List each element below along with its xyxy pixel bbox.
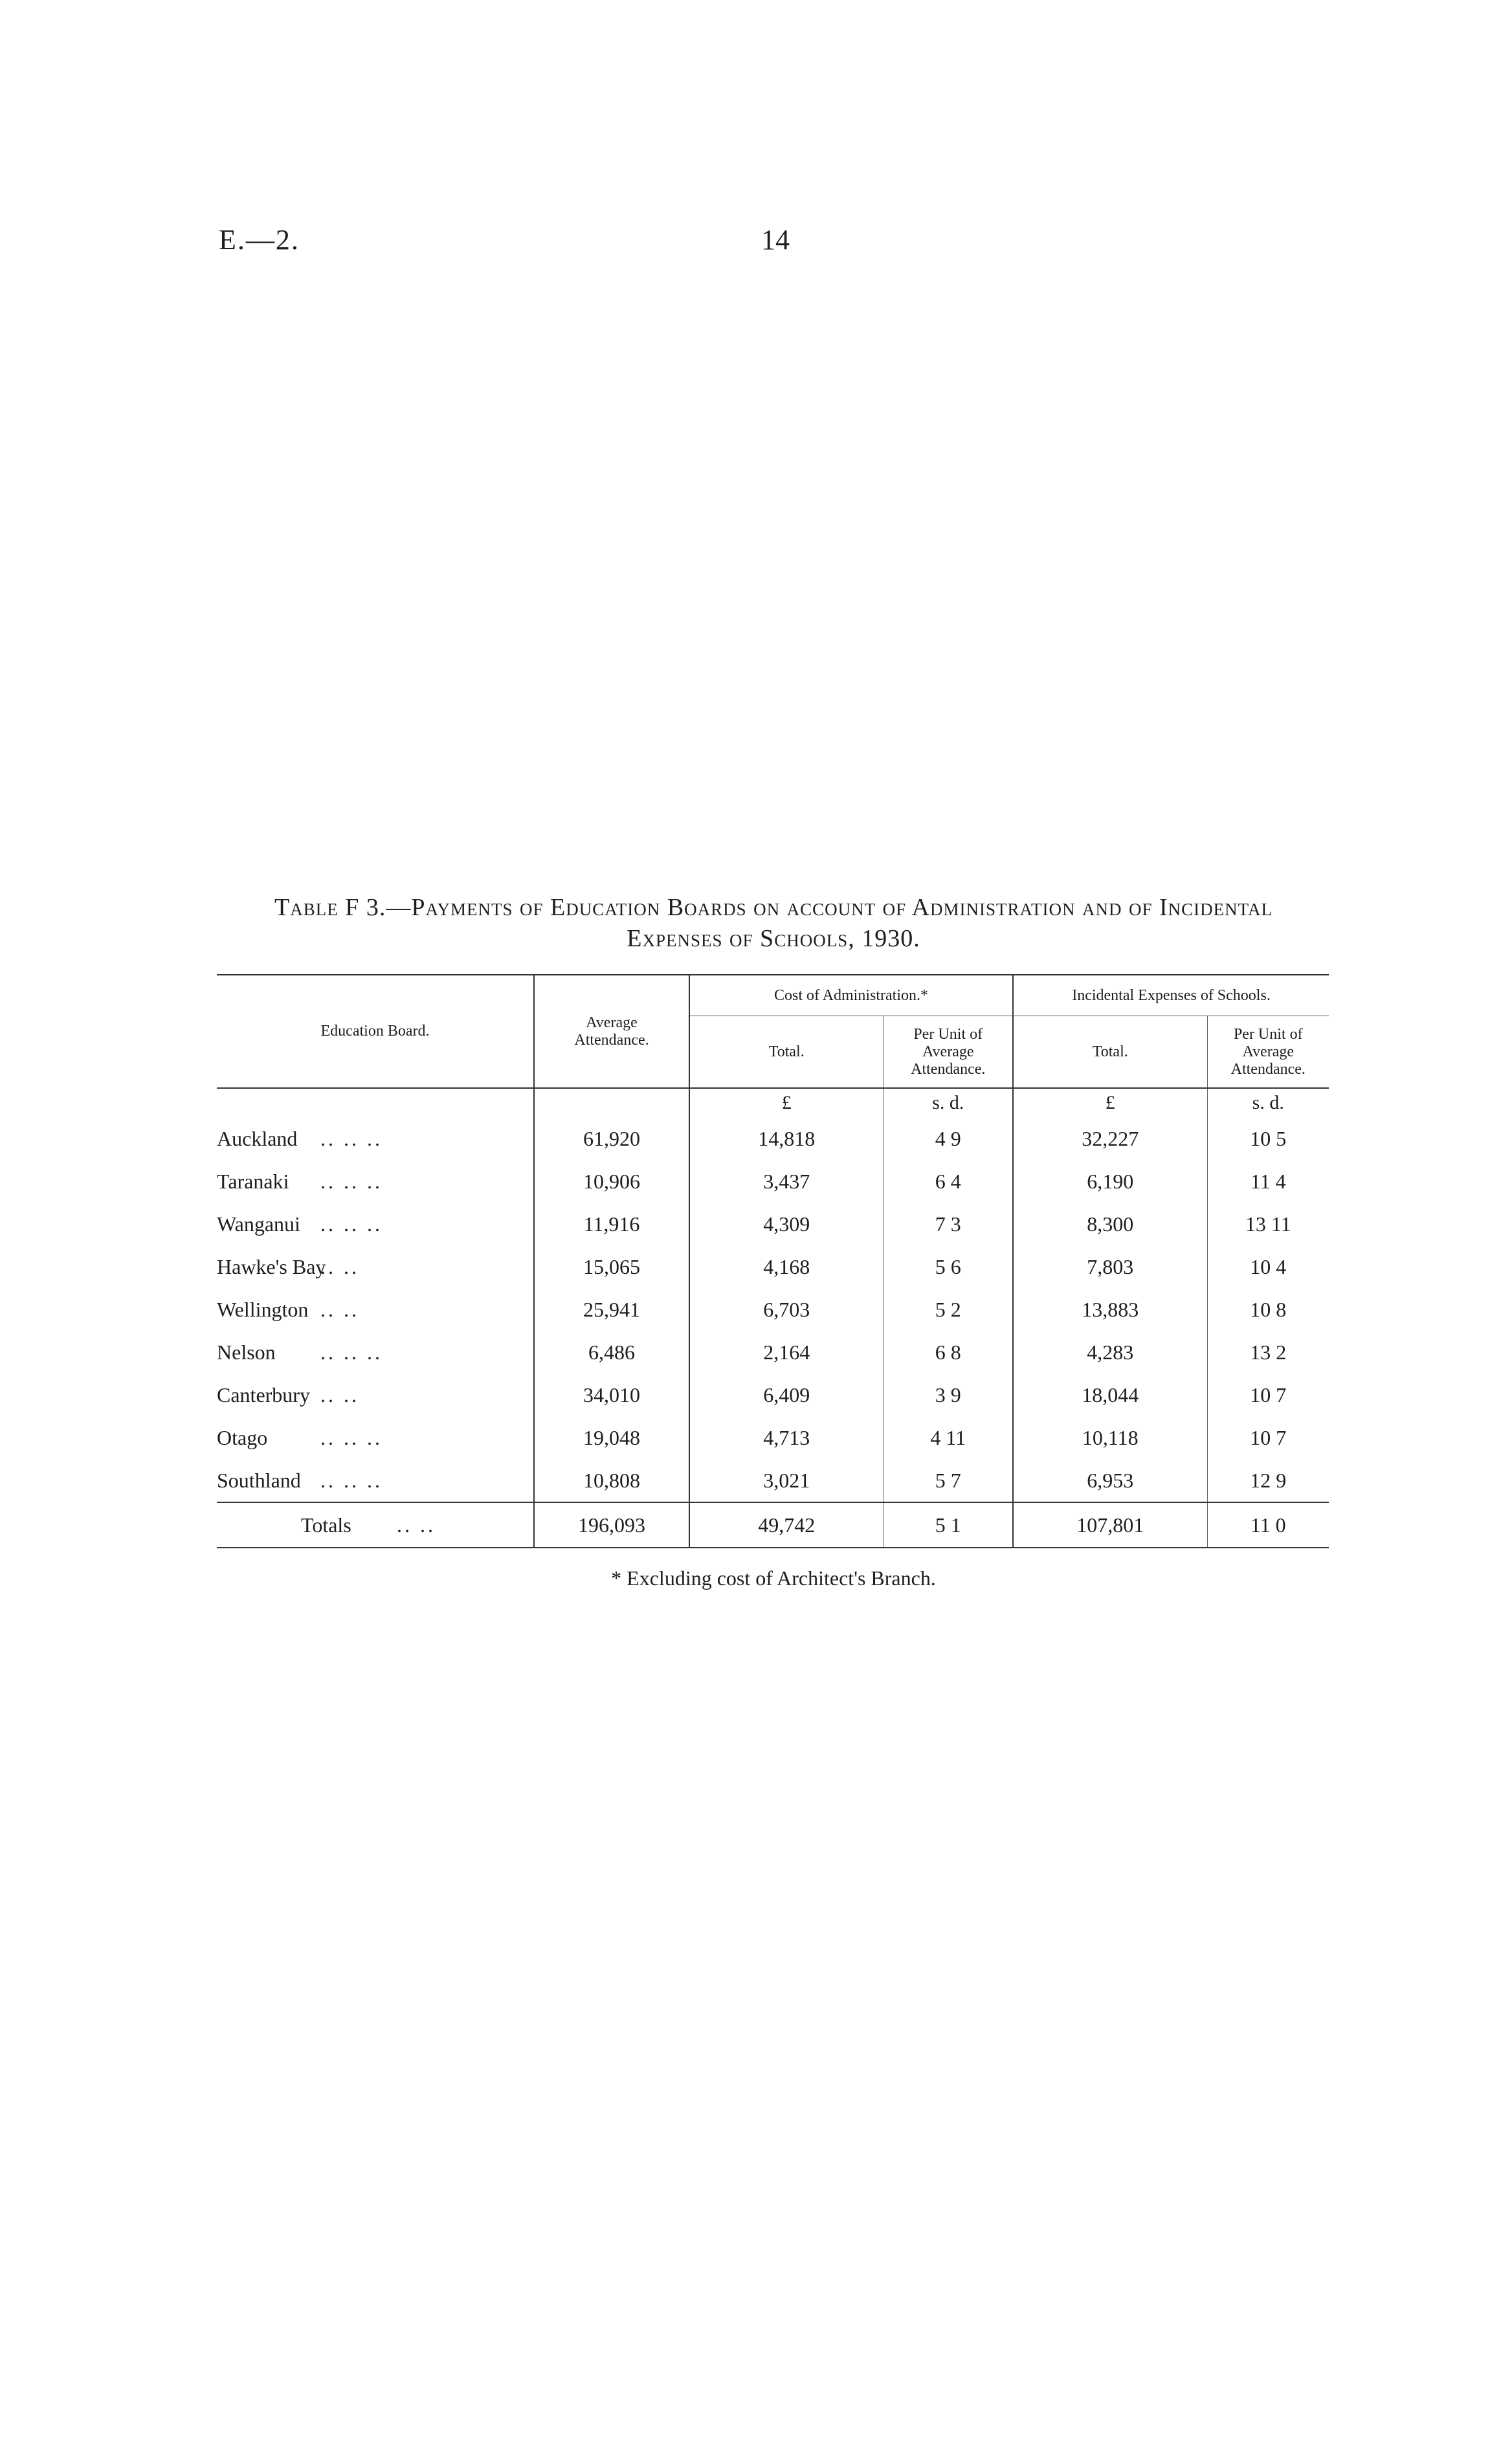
incidental-per-unit-cell-value: 12 9 [1250, 1468, 1287, 1492]
incidental-per-unit-cell-value: 11 4 [1250, 1169, 1286, 1193]
incidental-per-unit-cell [1207, 1416, 1329, 1459]
board-cell [217, 1245, 534, 1288]
table-title-line-1: Table F 3.—Payments of Education Boards on account of Administration and of Incidental [274, 894, 1273, 921]
incidental-per-unit-cell [1207, 1331, 1329, 1374]
leader-dots: .. .. .. [320, 1126, 383, 1150]
leader-dots: .. .. .. [320, 1340, 383, 1364]
table-row [217, 1160, 1329, 1203]
totals-attendance: 196,093 [534, 1502, 689, 1548]
admin-per-unit-cell [884, 1160, 1013, 1203]
incidental-total-cell: 4,283 [1013, 1331, 1207, 1374]
units-attendance-blank [534, 1088, 689, 1117]
column-header-admin-per-unit: Per Unit of Average Attendance. [884, 1016, 1013, 1089]
table-row [217, 1416, 1329, 1459]
totals-label: Totals [301, 1513, 351, 1537]
admin-total-cell: 3,437 [689, 1160, 884, 1203]
admin-per-unit-cell-value: 5 7 [935, 1468, 961, 1492]
attendance-cell: 10,808 [534, 1459, 689, 1502]
payments-table-container [217, 974, 1329, 1548]
board-name: Southland [217, 1468, 301, 1492]
admin-total-cell: 4,713 [689, 1416, 884, 1459]
table-row [217, 1331, 1329, 1374]
board-name: Otago [217, 1425, 268, 1449]
leader-dots: .. .. .. [320, 1425, 383, 1449]
incidental-total-cell: 8,300 [1013, 1203, 1207, 1245]
admin-total-cell: 6,409 [689, 1374, 884, 1416]
admin-per-unit-cell-value: 4 11 [930, 1425, 966, 1449]
admin-per-unit-cell-value: 4 9 [935, 1126, 961, 1150]
incidental-per-unit-cell [1207, 1245, 1329, 1288]
incidental-per-unit-cell [1207, 1288, 1329, 1331]
incidental-per-unit-cell [1207, 1160, 1329, 1203]
board-cell [217, 1160, 534, 1203]
board-cell [217, 1331, 534, 1374]
attendance-cell: 25,941 [534, 1288, 689, 1331]
admin-per-unit-cell [884, 1331, 1013, 1374]
table-row [217, 1117, 1329, 1160]
incidental-total-cell: 10,118 [1013, 1416, 1207, 1459]
units-board-blank [217, 1088, 534, 1117]
attendance-cell: 19,048 [534, 1416, 689, 1459]
footnote: * Excluding cost of Architect's Branch. [611, 1566, 936, 1590]
table-row [217, 1288, 1329, 1331]
admin-per-unit-cell [884, 1416, 1013, 1459]
admin-per-unit-cell [884, 1245, 1013, 1288]
attendance-cell: 6,486 [534, 1331, 689, 1374]
unit-shillings-pence-label: s. d. [932, 1092, 964, 1113]
admin-per-unit-cell [884, 1374, 1013, 1416]
admin-per-unit-cell-value: 5 2 [935, 1297, 961, 1321]
board-cell [217, 1288, 534, 1331]
admin-total-cell: 4,309 [689, 1203, 884, 1245]
incidental-total-cell: 7,803 [1013, 1245, 1207, 1288]
column-header-admin-total: Total. [689, 1016, 884, 1089]
incidental-per-unit-cell-value: 10 4 [1250, 1254, 1287, 1278]
board-name: Wellington [217, 1297, 309, 1321]
incidental-per-unit-cell [1207, 1374, 1329, 1416]
admin-per-unit-cell [884, 1288, 1013, 1331]
admin-per-unit-cell [884, 1459, 1013, 1502]
board-cell [217, 1203, 534, 1245]
totals-row [217, 1502, 1329, 1548]
totals-label-cell [217, 1502, 534, 1548]
totals-admin-per-unit-value: 5 1 [935, 1513, 961, 1537]
totals-incidental-total: 107,801 [1013, 1502, 1207, 1548]
column-header-incidental-total: Total. [1013, 1016, 1207, 1089]
leader-dots: .. .. [320, 1383, 359, 1407]
unit-pounds: £ [689, 1088, 884, 1117]
table-row [217, 1374, 1329, 1416]
table-body [217, 1117, 1329, 1502]
board-name: Nelson [217, 1340, 276, 1364]
admin-total-cell: 4,168 [689, 1245, 884, 1288]
incidental-per-unit-cell-value: 13 2 [1250, 1340, 1287, 1364]
attendance-cell: 61,920 [534, 1117, 689, 1160]
incidental-total-cell: 6,953 [1013, 1459, 1207, 1502]
page-number: 14 [761, 224, 790, 256]
leader-dots: .. .. .. [320, 1468, 383, 1492]
leader-dots: .. .. .. [320, 1212, 383, 1236]
incidental-per-unit-cell-value: 13 11 [1245, 1212, 1291, 1236]
leader-dots: .. .. .. [320, 1169, 383, 1193]
incidental-total-cell: 6,190 [1013, 1160, 1207, 1203]
unit-shillings-pence [884, 1088, 1013, 1117]
table-row [217, 1203, 1329, 1245]
admin-total-cell: 2,164 [689, 1331, 884, 1374]
incidental-per-unit-cell-value: 10 7 [1250, 1383, 1287, 1407]
attendance-cell: 34,010 [534, 1374, 689, 1416]
unit-shillings-pence-label: s. d. [1252, 1092, 1284, 1113]
board-cell [217, 1416, 534, 1459]
admin-per-unit-cell [884, 1117, 1013, 1160]
incidental-per-unit-cell [1207, 1117, 1329, 1160]
incidental-per-unit-cell-value: 10 5 [1250, 1126, 1287, 1150]
incidental-per-unit-cell-value: 10 8 [1250, 1297, 1287, 1321]
board-cell [217, 1117, 534, 1160]
admin-per-unit-cell-value: 5 6 [935, 1254, 961, 1278]
board-name: Canterbury [217, 1383, 310, 1407]
attendance-cell: 15,065 [534, 1245, 689, 1288]
column-group-incidental: Incidental Expenses of Schools. [1013, 975, 1329, 1016]
totals-admin-total: 49,742 [689, 1502, 884, 1548]
board-name: Taranaki [217, 1169, 289, 1193]
column-header-board: Education Board. [217, 975, 534, 1088]
totals-incidental-per-unit-value: 11 0 [1250, 1513, 1286, 1537]
payments-table [217, 974, 1329, 1548]
leader-dots: .. .. [320, 1297, 359, 1321]
admin-total-cell: 14,818 [689, 1117, 884, 1160]
admin-total-cell: 6,703 [689, 1288, 884, 1331]
incidental-total-cell: 32,227 [1013, 1117, 1207, 1160]
incidental-total-cell: 18,044 [1013, 1374, 1207, 1416]
table-title [214, 892, 1333, 954]
table-row [217, 1245, 1329, 1288]
attendance-cell: 11,916 [534, 1203, 689, 1245]
units-row [217, 1088, 1329, 1117]
board-name: Wanganui [217, 1212, 300, 1236]
table-row [217, 1459, 1329, 1502]
totals-incidental-per-unit [1207, 1502, 1329, 1548]
unit-pounds: £ [1013, 1088, 1207, 1117]
incidental-per-unit-cell [1207, 1459, 1329, 1502]
column-header-attendance: Average Attendance. [534, 975, 689, 1088]
admin-total-cell: 3,021 [689, 1459, 884, 1502]
board-cell [217, 1459, 534, 1502]
board-cell [217, 1374, 534, 1416]
incidental-per-unit-cell [1207, 1203, 1329, 1245]
leader-dots: .. .. [320, 1254, 359, 1278]
unit-shillings-pence [1207, 1088, 1329, 1117]
column-header-incidental-per-unit: Per Unit of Average Attendance. [1207, 1016, 1329, 1089]
admin-per-unit-cell-value: 6 4 [935, 1169, 961, 1193]
table-title-line-2: Expenses of Schools, 1930. [627, 925, 920, 952]
leader-dots: .. .. [397, 1513, 436, 1537]
admin-per-unit-cell-value: 6 8 [935, 1340, 961, 1364]
incidental-per-unit-cell-value: 10 7 [1250, 1425, 1287, 1449]
column-group-administration: Cost of Administration.* [689, 975, 1013, 1016]
board-name: Hawke's Bay [217, 1254, 326, 1278]
page-reference: E.—2. [219, 224, 300, 256]
incidental-total-cell: 13,883 [1013, 1288, 1207, 1331]
admin-per-unit-cell-value: 7 3 [935, 1212, 961, 1236]
totals-admin-per-unit [884, 1502, 1013, 1548]
board-name: Auckland [217, 1126, 298, 1150]
admin-per-unit-cell-value: 3 9 [935, 1383, 961, 1407]
admin-per-unit-cell [884, 1203, 1013, 1245]
attendance-cell: 10,906 [534, 1160, 689, 1203]
